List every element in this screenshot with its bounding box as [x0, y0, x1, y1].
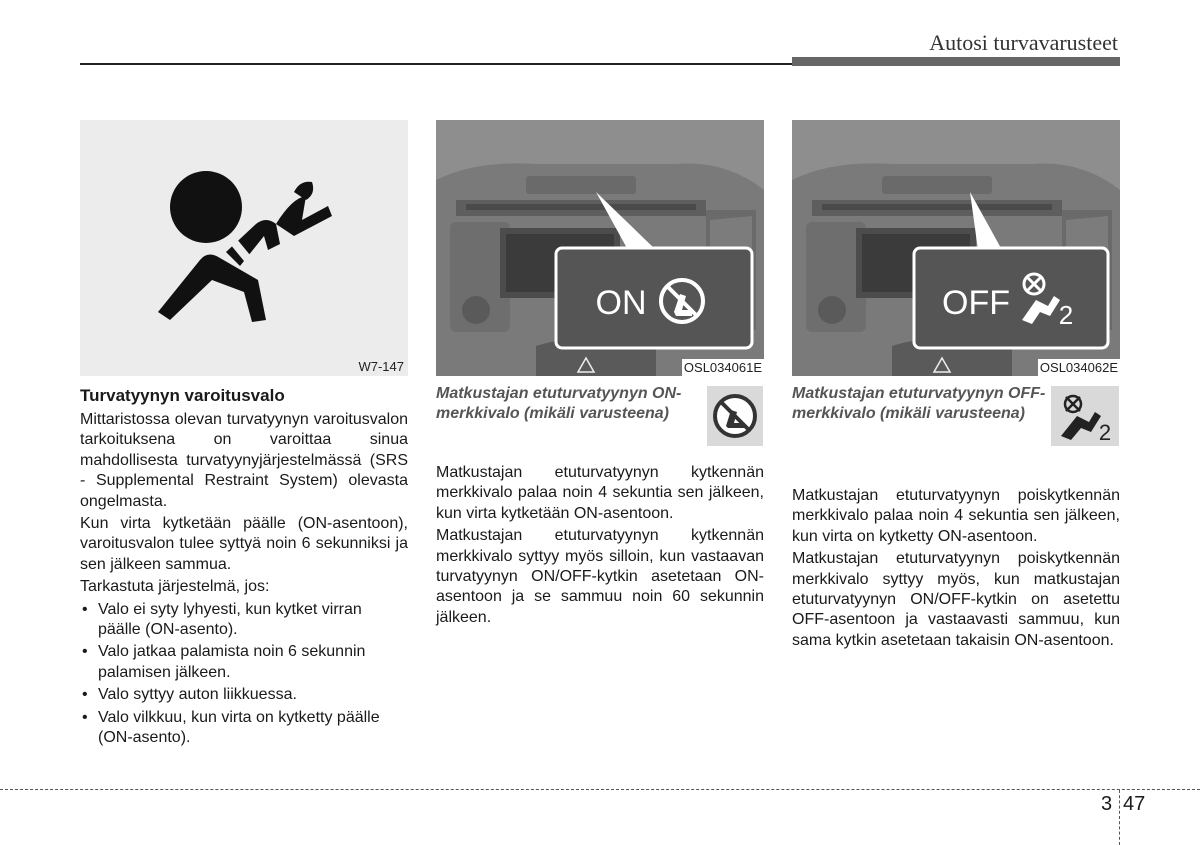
- passenger-airbag-off-figure: [792, 120, 1120, 376]
- airbag-warning-figure: [80, 120, 408, 376]
- airbag-warning-icon: [80, 120, 408, 376]
- footer-dashed-rule: [0, 789, 1200, 790]
- on-indicator-text: ON: [595, 284, 647, 322]
- airbag-off-indicator-icon: [1051, 386, 1119, 446]
- paragraph: Matkustajan etuturvatyynyn poiskytkennän merkkivalo palaa noin 4 sekuntia sen jälkeen, kun virta on kytketty ON-asentoon.: [792, 487, 1120, 545]
- paragraph: Matkustajan etuturvatyynyn kytkennän merkkivalo syttyy myös silloin, kun vastaavan turvatyynyn ON/OFF-kytkin asetetaan ON-asentoon ja se sammuu noin 60 sekunnin jälkeen.: [436, 527, 764, 626]
- footer-divider: [1119, 790, 1120, 845]
- svg-text:2: 2: [1058, 300, 1074, 330]
- dashboard-illustration: [436, 120, 764, 376]
- paragraph: Matkustajan etuturvatyynyn kytkennän merkkivalo palaa noin 4 sekuntia sen jälkeen, kun virta kytketään ON-asentoon.: [436, 464, 764, 522]
- page-number: 47: [1123, 793, 1146, 815]
- paragraph: Matkustajan etuturvatyynyn poiskytkennän merkkivalo syttyy myös, kun matkustajan etuturvatyynyn ON/OFF-kytkin on asetettu OFF-asentoon ja vastaavasti sammuu, kun sama kytkin asetetaan takaisin ON-asentoon.: [792, 550, 1120, 649]
- list-item: • Valo ei syty lyhyesti, kun kytket virran päälle (ON-asento).: [80, 600, 408, 641]
- off-indicator-text: OFF: [942, 284, 1010, 322]
- header-rule: [80, 63, 792, 65]
- paragraph: Kun virta kytketään päälle (ON-asentoon), varoitusvalon tulee syttyä noin 6 sekunniksi ja sen jälkeen sammua.: [80, 515, 408, 573]
- page-header-title: Autosi turvavarusteet: [929, 30, 1118, 55]
- figure-code: W7-147: [358, 359, 404, 374]
- dashboard-illustration: [792, 120, 1120, 376]
- list-item: • Valo vilkkuu, kun virta on kytketty päälle (ON-asento).: [80, 708, 408, 749]
- list-item: • Valo syttyy auton liikkuessa.: [80, 685, 408, 705]
- airbag-on-indicator-icon: [707, 386, 763, 446]
- paragraph: Mittaristossa olevan turvatyynyn varoitusvalon tarkoituksena on varoittaa sinua mahdollisesta turvatyynyjärjestelmässä (SRS - Supplemental Restraint System) olevasta ongelmasta.: [80, 411, 408, 510]
- paragraph: Tarkastuta järjestelmä, jos:: [80, 578, 270, 596]
- figure-code: OSL034062E: [1039, 360, 1118, 375]
- column-2-text: [436, 463, 764, 630]
- column-1-text: [80, 410, 408, 751]
- list-item: • Valo jatkaa palamista noin 6 sekunnin palamisen jälkeen.: [80, 642, 408, 683]
- figure-code: OSL034061E: [683, 360, 762, 375]
- check-list: [80, 600, 408, 749]
- section-title: Turvatyynyn varoitusvalo: [80, 386, 285, 405]
- section-number: 3: [1101, 793, 1113, 815]
- passenger-airbag-on-figure: [436, 120, 764, 376]
- header-bar: [792, 57, 1120, 66]
- svg-text:2: 2: [1098, 420, 1112, 445]
- figure-caption: Matkustajan etuturvatyynyn OFF-merkkivalo (mikäli varusteena): [792, 385, 1046, 422]
- figure-caption: Matkustajan etuturvatyynyn ON-merkkivalo (mikäli varusteena): [436, 385, 682, 422]
- column-3-text: [792, 486, 1120, 653]
